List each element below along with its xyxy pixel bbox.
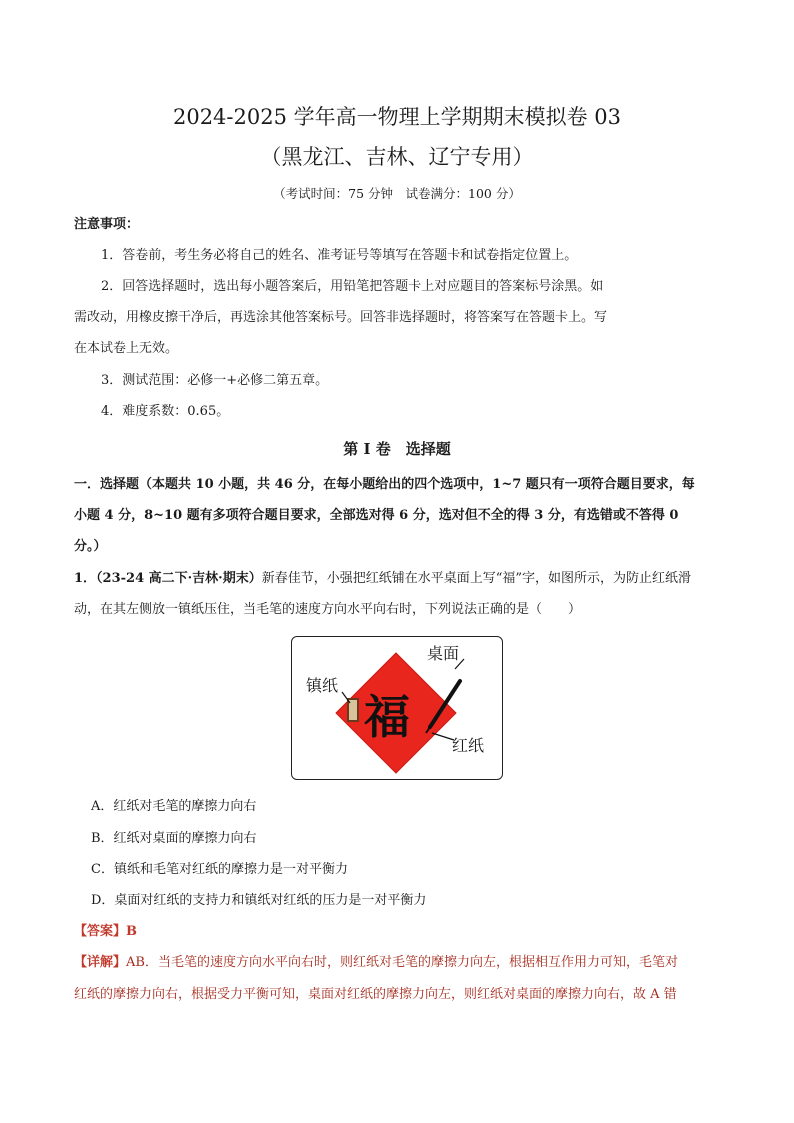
answer-label: 【答案】 [74, 924, 127, 939]
question-1-line2: 动，在其左侧放一镇纸压住，当毛笔的速度方向水平向右时，下列说法正确的是（ ） [74, 602, 582, 617]
section-title: 第 I 卷 选择题 [343, 440, 451, 458]
notice-item: 1．答卷前，考生务必将自己的姓名、准考证号等填写在答题卡和试卷指定位置上。 [101, 248, 578, 263]
part-intro: 小题 4 分，8~10 题有多项符合题目要求，全部选对得 6 分，选对但不全的得 3 分，有选错或不答得 0 [74, 508, 679, 523]
exam-title: 2024-2025 学年高一物理上学期期末模拟卷 03 [172, 105, 622, 129]
option-b: B．红纸对桌面的摩擦力向右 [91, 831, 257, 846]
detail-label: 【详解】 [74, 955, 127, 970]
notice-heading: 注意事项： [74, 217, 140, 232]
answer-value: B [126, 924, 138, 939]
question-figure [291, 636, 503, 780]
leader-weight [342, 692, 350, 703]
notice-item: 4．难度系数：0.65。 [101, 404, 230, 419]
exam-info: （考试时间：75 分钟 试卷满分：100 分） [273, 186, 521, 201]
option-c: C．镇纸和毛笔对红纸的摩擦力是一对平衡力 [91, 862, 348, 877]
detail-line2: 红纸的摩擦力向右，根据受力平衡可知，桌面对红纸的摩擦力向左，则红纸对桌面的摩擦力向右，故 A 错 [74, 987, 677, 1002]
option-a: A．红纸对毛笔的摩擦力向右 [91, 799, 257, 814]
exam-subtitle: （黑龙江、吉林、辽宁专用） [260, 145, 534, 169]
part-intro: 一．选择题（本题共 10 小题，共 46 分，在每小题给出的四个选项中，1~7 题只有一项符合题目要求，每 [74, 477, 695, 492]
notice-item: 在本试卷上无效。 [74, 341, 179, 356]
fu-character: 福 [364, 690, 410, 744]
label-paper: 红纸 [452, 736, 485, 755]
question-number: 1． [74, 571, 97, 586]
question-1-line1 [74, 569, 691, 589]
notice-item: 需改动，用橡皮擦干净后，再选涂其他答案标号。回答非选择题时，将答案写在答题卡上。写 [74, 310, 608, 325]
answer-line [74, 922, 137, 942]
question-source: （23-24 高二下·吉林·期末） [96, 571, 262, 586]
question-stem: 新春佳节，小强把红纸铺在水平桌面上写“福”字，如图所示，为防止红纸滑 [261, 571, 691, 586]
label-weight: 镇纸 [306, 676, 339, 695]
leader-paper [432, 733, 454, 740]
notice-item: 3．测试范围：必修一+必修二第五章。 [101, 373, 329, 388]
notice-item: 2．回答选择题时，选出每小题答案后，用铅笔把答题卡上对应题目的答案标号涂黑。如 [101, 279, 604, 294]
detail-line1 [74, 953, 678, 973]
part-intro: 分。） [74, 539, 107, 554]
detail-text: AB．当毛笔的速度方向水平向右时，则红纸对毛笔的摩擦力向左，根据相互作用力可知，毛笔对 [126, 955, 678, 970]
option-d: D．桌面对红纸的支持力和镇纸对红纸的压力是一对平衡力 [91, 893, 427, 908]
label-desk: 桌面 [427, 644, 460, 663]
